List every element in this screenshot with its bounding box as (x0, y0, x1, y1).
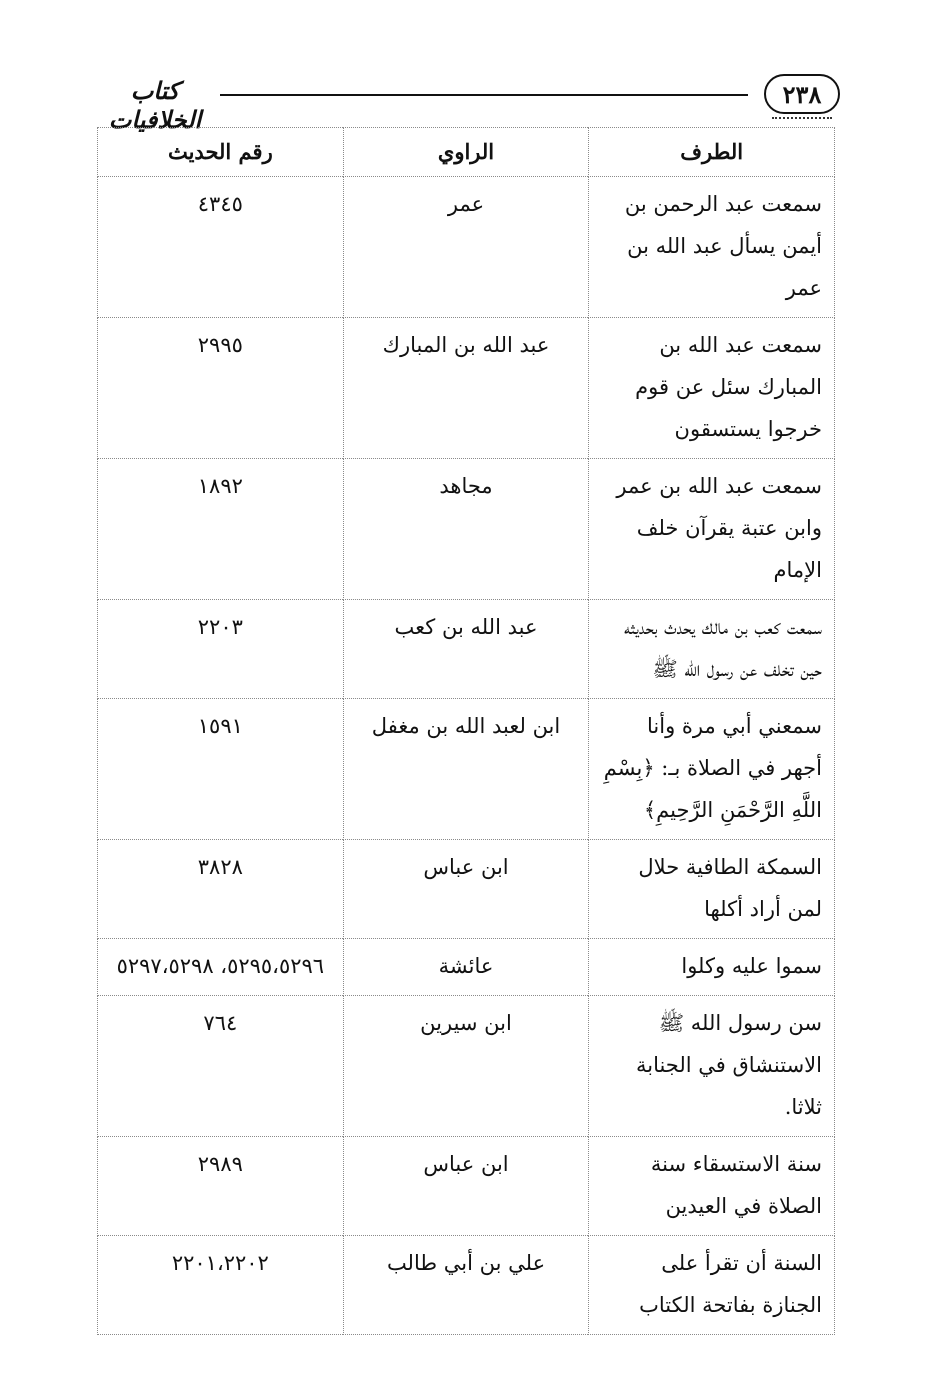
term-cell: السمكة الطافية حلال لمن أراد أكلها (589, 840, 835, 939)
term-cell: سمعت عبد الله بن عمر وابن عتبة يقرآن خلف الإمام (589, 459, 835, 600)
table-row (98, 318, 835, 459)
number-cell: ١٥٩١ (98, 699, 344, 840)
number-cell: ٥٢٩٥،٥٢٩٦، ٥٢٩٧،٥٢٩٨ (98, 939, 344, 996)
column-header-number: رقم الحديث (98, 128, 344, 177)
term-cell: سموا عليه وكلوا (589, 939, 835, 996)
term-cell: السنة أن تقرأ على الجنازة بفاتحة الكتاب (589, 1236, 835, 1335)
narrator-cell: عائشة (343, 939, 589, 996)
number-cell: ٢٢٠١،٢٢٠٢ (98, 1236, 344, 1335)
term-cell: سمعني أبي مرة وأنا أجهر في الصلاة بـ: ﴿بِسْمِ اللَّهِ الرَّحْمَنِ الرَّحِيمِ﴾ (589, 699, 835, 840)
book-title: كتاب الخلافيات (108, 76, 202, 134)
table-row (98, 1137, 835, 1236)
number-cell: ٣٨٢٨ (98, 840, 344, 939)
table-row (98, 600, 835, 699)
number-cell: ١٨٩٢ (98, 459, 344, 600)
narrator-cell: ابن لعبد الله بن مغفل (343, 699, 589, 840)
term-cell: سمعت عبد الله بن المبارك سئل عن قوم خرجوا يستسقون (589, 318, 835, 459)
hadith-index-table (97, 127, 835, 1335)
table-row (98, 840, 835, 939)
table-header-row (98, 128, 835, 177)
narrator-cell: ابن سيرين (343, 996, 589, 1137)
narrator-cell: عمر (343, 177, 589, 318)
column-header-term: الطرف (589, 128, 835, 177)
page-number-badge: ٢٣٨ (764, 74, 840, 114)
table-row (98, 1236, 835, 1335)
term-cell: سمعت عبد الرحمن بن أيمن يسأل عبد الله بن عمر (589, 177, 835, 318)
page-header (96, 72, 840, 134)
narrator-cell: ابن عباس (343, 1137, 589, 1236)
narrator-cell: عبد الله بن المبارك (343, 318, 589, 459)
table-row (98, 177, 835, 318)
term-cell: سن رسول الله ﷺ الاستنشاق في الجنابة ثلاثا. (589, 996, 835, 1137)
table-row (98, 699, 835, 840)
header-rule (220, 94, 748, 96)
number-cell: ٢٢٠٣ (98, 600, 344, 699)
number-cell: ٧٦٤ (98, 996, 344, 1137)
term-cell: سنة الاستسقاء سنة الصلاة في العيدين (589, 1137, 835, 1236)
table-row (98, 939, 835, 996)
number-cell: ٢٩٩٥ (98, 318, 344, 459)
narrator-cell: ابن عباس (343, 840, 589, 939)
table-row (98, 996, 835, 1137)
term-cell: سمعت كعب بن مالك يحدث بحديثه حين تخلف عن رسول الله ﷺ (589, 600, 835, 699)
index-table-container (97, 127, 835, 1335)
table-row (98, 459, 835, 600)
narrator-cell: مجاهد (343, 459, 589, 600)
number-cell: ٢٩٨٩ (98, 1137, 344, 1236)
column-header-narrator: الراوي (343, 128, 589, 177)
number-cell: ٤٣٤٥ (98, 177, 344, 318)
narrator-cell: علي بن أبي طالب (343, 1236, 589, 1335)
narrator-cell: عبد الله بن كعب (343, 600, 589, 699)
